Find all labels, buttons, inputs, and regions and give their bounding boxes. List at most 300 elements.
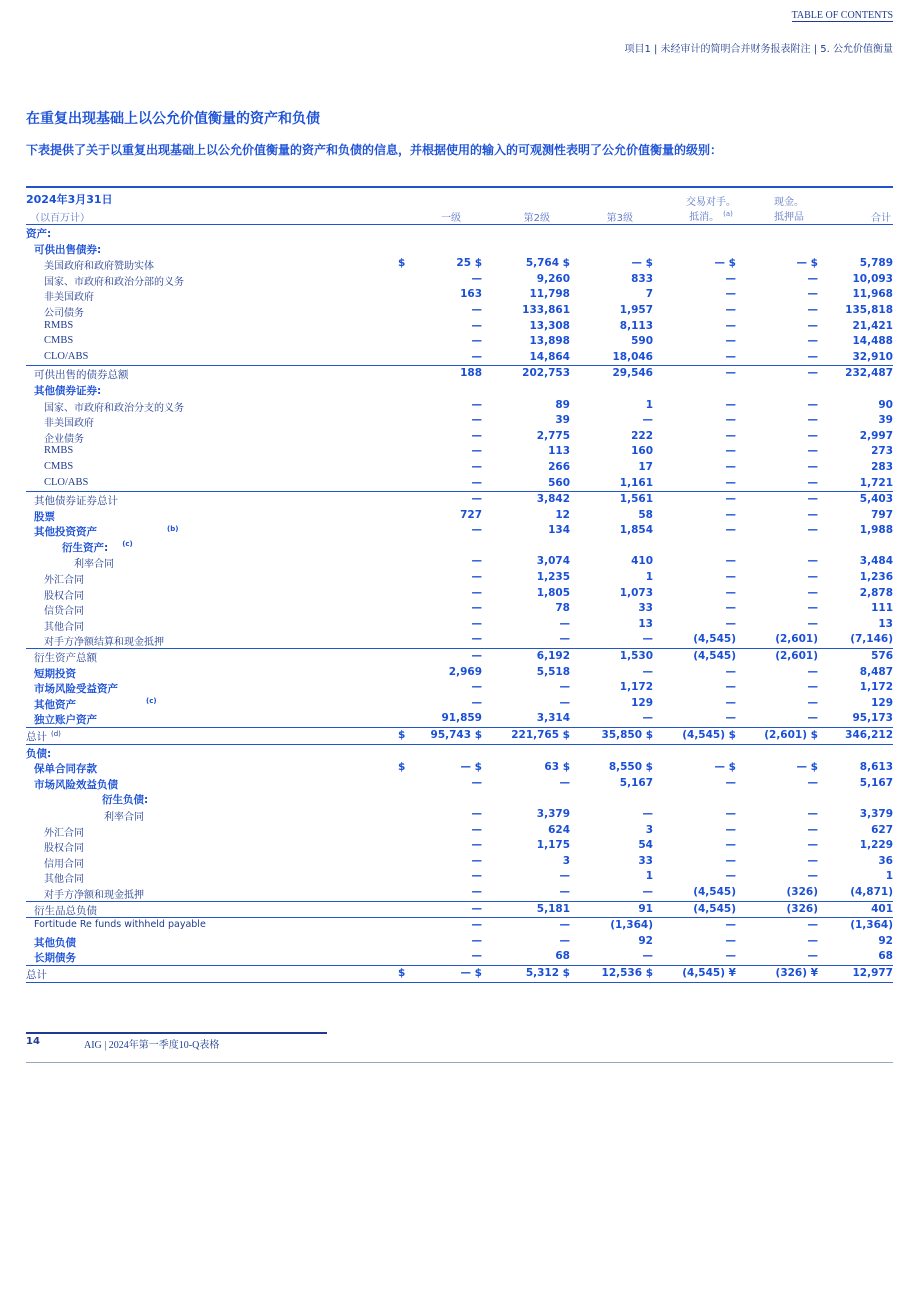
row-label-text: 其他债券证券总计: [34, 495, 118, 508]
col-counterparty-line1: 交易对手。: [686, 197, 736, 208]
cell-cash-collateral: (326) ¥: [775, 966, 818, 979]
cell-level3: 7: [645, 288, 653, 301]
table-row: [26, 429, 893, 445]
cell-level2: —: [559, 681, 570, 694]
cell-counterparty-netting: —: [725, 429, 736, 442]
row-label-text: 长期债务: [34, 952, 76, 965]
cell-cash-collateral: —: [807, 776, 818, 789]
cell-level2: 68: [555, 950, 570, 963]
row-label-text: 其他投资资产: [34, 526, 97, 539]
cell-counterparty-netting: —: [725, 555, 736, 568]
table-row: [26, 444, 893, 460]
row-label: [44, 587, 84, 602]
row-label-text: 资产:: [26, 228, 52, 240]
cell-level1: —: [471, 272, 482, 285]
row-label: [44, 839, 84, 854]
cell-level3: —: [642, 414, 653, 427]
cell-level2: 133,861: [522, 303, 570, 316]
row-label: [104, 808, 144, 823]
cell-total: 13: [878, 617, 893, 630]
cell-level1: — $: [460, 966, 482, 979]
row-label-text: 国家、市政府和政治分部的义务: [44, 276, 184, 288]
row-label: [44, 824, 84, 839]
cell-level2: 1,175: [536, 839, 570, 852]
table-row: [26, 869, 893, 885]
row-label: [44, 618, 84, 633]
footnote-marker: (c): [146, 697, 157, 706]
footer-text: AIG | 2024年第一季度10-Q表格: [84, 1040, 220, 1051]
cell-level1: —: [471, 460, 482, 473]
row-label-text: 保单合同存款: [34, 763, 97, 776]
col-level2: 第2级: [523, 213, 550, 224]
cell-level2: 3: [562, 854, 570, 867]
cell-total: 39: [878, 414, 893, 427]
cell-counterparty-netting: —: [725, 272, 736, 285]
cell-level2: 202,753: [522, 367, 570, 380]
cell-total: 2,997: [859, 429, 893, 442]
row-label-text: 其他债券证券:: [34, 384, 102, 397]
cell-level2: 266: [548, 460, 570, 473]
table-row: [26, 696, 893, 712]
cell-level1: —: [471, 350, 482, 363]
row-label-text: CMBS: [44, 335, 74, 347]
cell-total: 8,487: [859, 665, 893, 678]
cell-level2: —: [559, 919, 570, 932]
cell-counterparty-netting: —: [725, 367, 736, 380]
row-label: [34, 493, 118, 508]
row-label: [34, 666, 76, 681]
cell-total: 346,212: [845, 729, 893, 741]
cell-level2: 6,192: [536, 650, 570, 663]
cell-level1: —: [471, 650, 482, 663]
cell-level2: —: [559, 934, 570, 947]
footnote-marker: (c): [122, 540, 133, 549]
cell-level3: 58: [638, 508, 653, 521]
cell-counterparty-netting: — $: [714, 257, 736, 270]
cell-cash-collateral: — $: [796, 257, 818, 270]
cell-cash-collateral: —: [807, 272, 818, 285]
table-row: [26, 319, 893, 335]
table-row: [26, 303, 893, 319]
table-row: [26, 350, 893, 366]
cell-counterparty-netting: —: [725, 288, 736, 301]
cell-level2: —: [559, 696, 570, 709]
cell-level1: 163: [460, 288, 482, 301]
cell-total: 576: [871, 650, 893, 663]
cell-counterparty-netting: —: [725, 696, 736, 709]
cell-cash-collateral: —: [807, 870, 818, 883]
row-label-text: CLO/ABS: [44, 476, 89, 488]
cell-level1: 2,969: [448, 665, 482, 678]
row-label: [34, 242, 101, 257]
row-label-text: RMBS: [44, 445, 74, 457]
cell-counterparty-netting: —: [725, 303, 736, 316]
table-row: [26, 745, 893, 761]
cell-level1: 25 $: [456, 257, 482, 270]
cell-level2: —: [559, 633, 570, 646]
section-title: 在重复出现基础上以公允价值衡量的资产和负债: [26, 111, 320, 127]
row-label-text: 可供出售债券:: [34, 243, 102, 256]
row-label: [44, 855, 84, 870]
row-label: [44, 886, 144, 901]
cell-counterparty-netting: —: [725, 839, 736, 852]
cell-level1: —: [471, 476, 482, 489]
cell-cash-collateral: —: [807, 839, 818, 852]
table-row: [26, 491, 893, 508]
cell-counterparty-netting: —: [725, 870, 736, 883]
cell-level3: —: [642, 950, 653, 963]
cell-level3: —: [642, 633, 653, 646]
table-header: [26, 186, 893, 225]
cell-level2: 78: [555, 602, 570, 615]
row-label: [44, 288, 94, 303]
cell-total: 3,379: [859, 807, 893, 820]
row-label: [44, 351, 88, 362]
table-row: [26, 776, 893, 792]
table-row: [26, 680, 893, 696]
cell-level2: 3,074: [536, 555, 570, 568]
cell-cash-collateral: (326): [786, 902, 818, 915]
cell-level1: —: [471, 617, 482, 630]
footnote-marker: (d): [51, 729, 61, 738]
cell-level2: 13,898: [529, 335, 570, 348]
cell-total: (1,364): [850, 919, 893, 932]
cell-counterparty-netting: —: [725, 586, 736, 599]
cell-level1: —: [471, 950, 482, 963]
cell-level1: —: [471, 902, 482, 915]
row-label-text: 股票: [34, 510, 55, 523]
cell-level1: —: [471, 807, 482, 820]
cell-level3: 8,113: [619, 319, 653, 332]
cell-level2: 13,308: [529, 319, 570, 332]
row-label: [44, 335, 73, 346]
cell-cash-collateral: —: [807, 493, 818, 506]
table-row: [26, 965, 893, 983]
row-label-text: 股权合同: [44, 590, 84, 602]
cell-cash-collateral: —: [807, 919, 818, 932]
cell-total: 11,968: [852, 288, 893, 301]
cell-counterparty-netting: (4,545): [693, 633, 736, 646]
cell-total: 36: [878, 854, 893, 867]
cell-counterparty-netting: (4,545): [693, 885, 736, 898]
cell-level3: 29,546: [612, 367, 653, 380]
cell-counterparty-netting: —: [725, 919, 736, 932]
row-label-text: 可供出售的债券总额: [34, 369, 129, 382]
cell-cash-collateral: —: [807, 950, 818, 963]
cell-cash-collateral: —: [807, 288, 818, 301]
dollar-sign: $: [398, 761, 406, 774]
row-label-text: 股权合同: [44, 843, 84, 855]
cell-total: 5,167: [859, 776, 893, 789]
cell-level2: 5,764 $: [525, 257, 570, 270]
cell-level3: (1,364): [610, 919, 653, 932]
cell-total: 1,172: [859, 681, 893, 694]
cell-level1: —: [471, 335, 482, 348]
cell-cash-collateral: —: [807, 712, 818, 725]
cell-counterparty-netting: —: [725, 493, 736, 506]
cell-counterparty-netting: —: [725, 571, 736, 584]
cell-level2: 221,765 $: [511, 729, 570, 741]
row-label: [34, 681, 118, 696]
table-row: [26, 838, 893, 854]
row-label-text: 利率合同: [104, 811, 144, 823]
row-label: [44, 430, 84, 445]
table-row: [26, 272, 893, 288]
table-row: [26, 382, 893, 398]
cell-cash-collateral: —: [807, 303, 818, 316]
table-row: [26, 334, 893, 350]
cell-level3: 3: [645, 823, 653, 836]
row-label-text: 公司债务: [44, 307, 84, 319]
row-label-text: 短期投资: [34, 667, 76, 680]
row-label-text: 外汇合同: [44, 575, 84, 587]
table-row: [26, 760, 893, 776]
table-row: [26, 570, 893, 586]
cell-total: 135,818: [845, 303, 893, 316]
col-total: 合计: [871, 213, 891, 224]
row-label-text: 其他负债: [34, 936, 76, 949]
table-row: [26, 711, 893, 727]
cell-cash-collateral: —: [807, 335, 818, 348]
cell-level2: —: [559, 870, 570, 883]
cell-level3: 18,046: [612, 350, 653, 363]
cell-level1: —: [471, 602, 482, 615]
cell-counterparty-netting: —: [725, 950, 736, 963]
cell-cash-collateral: —: [807, 617, 818, 630]
cell-level3: 91: [638, 902, 653, 915]
cell-counterparty-netting: —: [725, 414, 736, 427]
cell-total: 1: [885, 870, 893, 883]
table-row: [26, 413, 893, 429]
row-label-text: 市场风险效益负债: [34, 778, 118, 791]
cell-level3: 1,957: [619, 303, 653, 316]
cell-cash-collateral: —: [807, 414, 818, 427]
row-label: [44, 320, 73, 331]
cell-cash-collateral: —: [807, 602, 818, 615]
row-label-text: 衍生资产总额: [34, 652, 97, 665]
cell-total: 1,229: [859, 839, 893, 852]
table-row: [26, 523, 893, 539]
cell-level3: 12,536 $: [601, 966, 653, 979]
cell-level2: 560: [548, 476, 570, 489]
cell-level2: 3,842: [536, 493, 570, 506]
row-label: [34, 950, 76, 965]
cell-level3: 92: [638, 934, 653, 947]
row-label: [34, 367, 129, 382]
cell-level3: 1: [645, 571, 653, 584]
row-label: [34, 712, 97, 727]
row-label: [44, 257, 154, 272]
cell-counterparty-netting: (4,545): [693, 902, 736, 915]
row-label-text: CLO/ABS: [44, 350, 89, 362]
cell-level3: 833: [631, 272, 653, 285]
cell-level2: 89: [555, 398, 570, 411]
cell-level1: —: [471, 854, 482, 867]
cell-cash-collateral: —: [807, 398, 818, 411]
row-label-text: 企业债务: [44, 433, 84, 445]
cell-total: 5,403: [859, 493, 893, 506]
cell-total: 8,613: [859, 761, 893, 774]
cell-level3: 410: [631, 555, 653, 568]
table-row: [26, 539, 893, 555]
row-label: [44, 445, 73, 456]
cell-level1: —: [471, 870, 482, 883]
cell-total: 21,421: [852, 319, 893, 332]
cell-level1: 91,859: [441, 712, 482, 725]
cell-total: 1,988: [859, 524, 893, 537]
cell-level1: — $: [460, 761, 482, 774]
cell-cash-collateral: —: [807, 854, 818, 867]
cell-level2: 113: [548, 445, 570, 458]
cell-level3: 8,550 $: [608, 761, 653, 774]
cell-counterparty-netting: —: [725, 776, 736, 789]
cell-level2: 624: [548, 823, 570, 836]
row-label: [44, 633, 164, 648]
cell-level2: 39: [555, 414, 570, 427]
cell-total: 5,789: [859, 257, 893, 270]
cell-level3: 35,850 $: [601, 729, 653, 741]
fair-value-table: [26, 186, 893, 983]
row-label: [26, 746, 51, 761]
row-label: [44, 461, 73, 472]
table-row: [26, 586, 893, 602]
dollar-sign: $: [398, 729, 406, 741]
table-row: [26, 632, 893, 648]
row-label: [34, 777, 118, 792]
row-label: [34, 524, 178, 539]
cell-level3: — $: [631, 257, 653, 270]
cell-level2: 1,805: [536, 586, 570, 599]
cell-level2: 5,181: [536, 902, 570, 915]
table-row: [26, 398, 893, 414]
cell-total: 797: [871, 508, 893, 521]
row-label-text: 美国政府和政府赞助实体: [44, 261, 154, 273]
cell-level1: —: [471, 555, 482, 568]
footnote-a: (a): [723, 209, 733, 218]
cell-counterparty-netting: —: [725, 319, 736, 332]
table-row: [26, 665, 893, 681]
cell-total: 283: [871, 460, 893, 473]
cell-level1: 188: [460, 367, 482, 380]
cell-level1: —: [471, 319, 482, 332]
cell-level1: —: [471, 571, 482, 584]
cell-cash-collateral: —: [807, 681, 818, 694]
row-label-text: 信贷合同: [44, 606, 84, 618]
cell-total: 10,093: [852, 272, 893, 285]
cell-cash-collateral: —: [807, 367, 818, 380]
cell-level3: —: [642, 712, 653, 725]
table-row: [26, 617, 893, 633]
cell-level1: —: [471, 303, 482, 316]
row-label-text: 对手方净额和现金抵押: [44, 889, 144, 901]
table-row: [26, 791, 893, 807]
cell-level3: 13: [638, 617, 653, 630]
col-level1: 一级: [441, 213, 461, 224]
cell-cash-collateral: (2,601): [775, 650, 818, 663]
cell-level2: 63 $: [544, 761, 570, 774]
table-row: [26, 241, 893, 257]
cell-level3: 54: [638, 839, 653, 852]
cell-level1: —: [471, 681, 482, 694]
table-row: [26, 508, 893, 524]
table-row: [26, 648, 893, 665]
row-label: [26, 729, 61, 744]
cell-total: (7,146): [850, 633, 893, 646]
col-level3: 第3级: [606, 213, 633, 224]
cell-level3: 33: [638, 602, 653, 615]
row-label: [44, 602, 84, 617]
cell-level3: —: [642, 885, 653, 898]
cell-total: 1,236: [859, 571, 893, 584]
cell-cash-collateral: —: [807, 807, 818, 820]
table-row: [26, 365, 893, 382]
cell-level3: 1,161: [619, 476, 653, 489]
cell-total: 627: [871, 823, 893, 836]
cell-level3: 1: [645, 398, 653, 411]
cell-cash-collateral: —: [807, 476, 818, 489]
cell-counterparty-netting: (4,545) $: [682, 729, 736, 741]
col-cash-line2: 抵押品: [774, 212, 804, 223]
table-of-contents-link[interactable]: TABLE OF CONTENTS: [791, 10, 893, 21]
row-label: [44, 399, 184, 414]
row-label-text: 外汇合同: [44, 827, 84, 839]
cell-level1: —: [471, 524, 482, 537]
cell-level1: —: [471, 885, 482, 898]
cell-counterparty-netting: —: [725, 398, 736, 411]
cell-level2: 1,235: [536, 571, 570, 584]
cell-counterparty-netting: —: [725, 524, 736, 537]
col-cash-line1: 现金。: [774, 197, 804, 208]
cell-cash-collateral: —: [807, 460, 818, 473]
row-label: [44, 870, 84, 885]
cell-counterparty-netting: —: [725, 807, 736, 820]
row-label-text: 对手方净额结算和现金抵押: [44, 637, 164, 649]
row-label-text: 非美国政府: [44, 418, 94, 430]
row-label-text: 其他合同: [44, 621, 84, 633]
row-label-text: 其他资产: [34, 698, 76, 711]
row-label: [102, 792, 148, 807]
cell-level1: —: [471, 493, 482, 506]
cell-counterparty-netting: —: [725, 617, 736, 630]
cell-cash-collateral: —: [807, 508, 818, 521]
table-row: [26, 601, 893, 617]
cell-level2: 2,775: [536, 429, 570, 442]
cell-level1: 727: [460, 508, 482, 521]
cell-cash-collateral: —: [807, 319, 818, 332]
cell-cash-collateral: —: [807, 586, 818, 599]
table-body: [26, 225, 893, 983]
row-label-text: RMBS: [44, 319, 74, 331]
cell-total: 12,977: [852, 966, 893, 979]
cell-level2: 14,864: [529, 350, 570, 363]
row-label: [62, 540, 133, 555]
row-label-text: 其他合同: [44, 874, 84, 886]
cell-counterparty-netting: —: [725, 460, 736, 473]
cell-counterparty-netting: — $: [714, 761, 736, 774]
cell-level1: —: [471, 696, 482, 709]
row-label-text: 市场风险受益资产: [34, 683, 118, 696]
cell-level3: 33: [638, 854, 653, 867]
cell-level3: 129: [631, 696, 653, 709]
table-row: [26, 934, 893, 950]
cell-level3: 1,854: [619, 524, 653, 537]
row-label-text: CMBS: [44, 460, 74, 472]
cell-counterparty-netting: (4,545) ¥: [682, 966, 736, 979]
table-row: [26, 917, 893, 934]
table-row: [26, 554, 893, 570]
cell-level1: —: [471, 445, 482, 458]
row-label-text: 负债:: [26, 747, 52, 760]
